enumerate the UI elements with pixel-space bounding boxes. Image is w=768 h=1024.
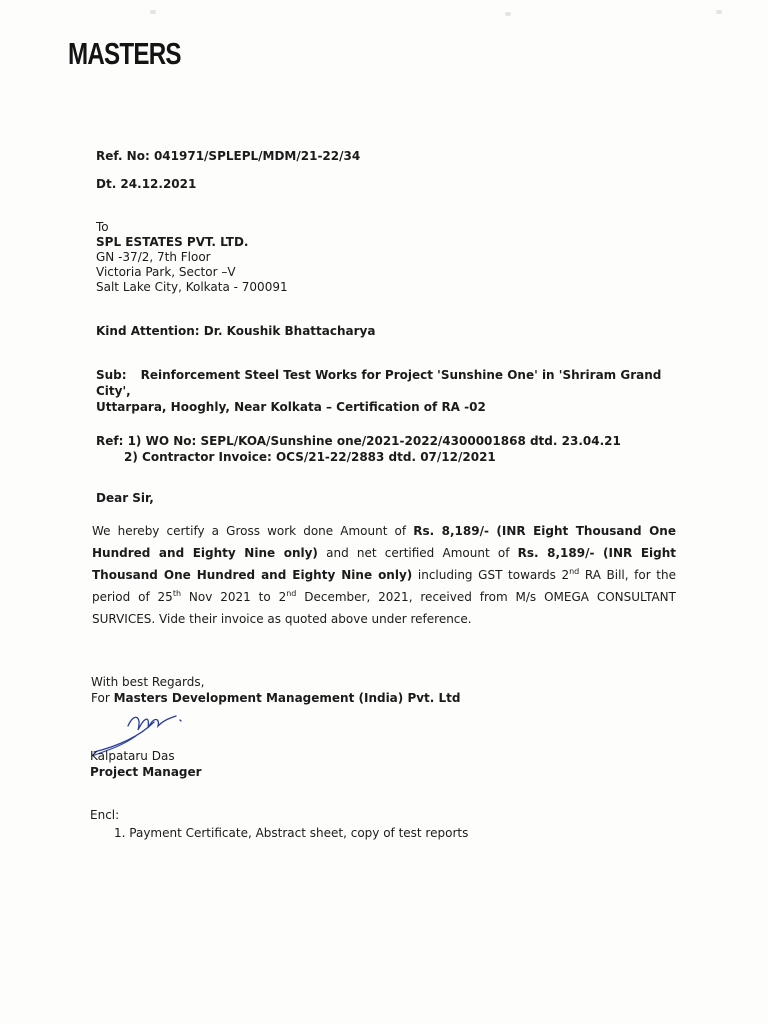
ordinal-suffix: nd [569, 567, 580, 576]
subject-line-2: Uttarpara, Hooghly, Near Kolkata – Certification of RA -02 [96, 400, 486, 414]
closing-block [91, 674, 461, 706]
net-amount: Rs. 8,189/- (INR Eight Thousand One Hundred and Eighty Nine only) [92, 546, 676, 582]
reference-number: Ref. No: 041971/SPLEPL/MDM/21-22/34 [96, 149, 361, 163]
sender-company: Masters Development Management (India) Pvt. Ltd [113, 691, 461, 705]
signer-title: Project Manager [90, 765, 202, 779]
address-line: Victoria Park, Sector –V [96, 265, 236, 279]
subject-label: Sub: [96, 368, 127, 382]
letter-date: Dt. 24.12.2021 [96, 177, 197, 191]
address-line: Salt Lake City, Kolkata - 700091 [96, 280, 288, 294]
salutation: Dear Sir, [96, 491, 154, 505]
regards-line: With best Regards, [91, 675, 205, 689]
enclosures-block [90, 806, 468, 842]
reference-2: 2) Contractor Invoice: OCS/21-22/2883 dtd. 07/12/2021 [124, 450, 496, 464]
for-prefix: For [91, 691, 114, 705]
body-text: December, 2021, received from M/s OMEGA CONSULTANT SURVICES. Vide their invoice as quoted above under reference. [92, 590, 676, 626]
body-text: RA Bill, for the period of 25 [92, 568, 676, 604]
address-line: GN -37/2, 7th Floor [96, 250, 211, 264]
gross-amount: Rs. 8,189/- (INR Eight Thousand One Hundred and Eighty Nine only) [92, 524, 676, 560]
body-paragraph [92, 520, 676, 630]
body-text: and net certified Amount of [317, 546, 518, 560]
recipient-name: SPL ESTATES PVT. LTD. [96, 235, 249, 249]
recipient-block [96, 220, 288, 295]
ordinal-suffix: nd [286, 589, 297, 598]
scan-speck [716, 10, 722, 14]
references-block [96, 433, 621, 465]
enclosure-item: 1. Payment Certificate, Abstract sheet, copy of test reports [114, 826, 469, 840]
body-text: We hereby certify a Gross work done Amount of [92, 524, 414, 538]
subject-block [96, 367, 696, 415]
signer-block [90, 748, 202, 780]
body-text: Nov 2021 to 2 [181, 590, 287, 604]
to-label: To [96, 220, 109, 234]
attention-line: Kind Attention: Dr. Koushik Bhattacharya [96, 324, 376, 338]
signer-name: Kalpataru Das [90, 749, 175, 763]
scan-speck [505, 12, 511, 16]
ordinal-suffix: th [172, 589, 182, 598]
enclosure-label: Encl: [90, 808, 120, 822]
subject-line-1: Reinforcement Steel Test Works for Project 'Sunshine One' in 'Shriram Grand City', [96, 368, 662, 398]
scan-speck [150, 10, 156, 14]
body-text: including GST towards 2 [412, 568, 570, 582]
reference-1: Ref: 1) WO No: SEPL/KOA/Sunshine one/2021-2022/4300001868 dtd. 23.04.21 [96, 434, 621, 448]
company-logo: MASTERS [68, 36, 181, 71]
